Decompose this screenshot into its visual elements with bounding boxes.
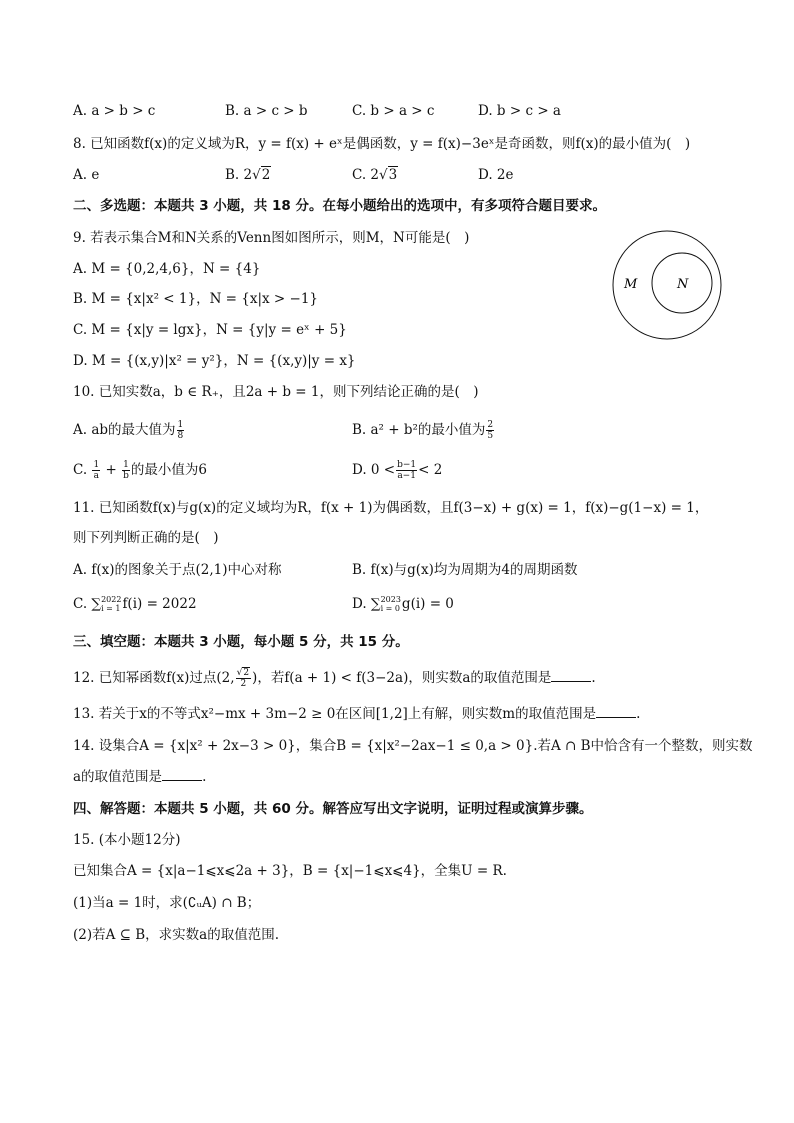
fraction-denominator: 5 [487, 431, 494, 441]
q10-option-c-fraction-2 [122, 460, 130, 481]
fraction-denominator: b [123, 471, 129, 481]
q10-option-a [73, 420, 185, 441]
q12-fraction [236, 668, 251, 689]
section-4-heading: 四、解答题：本题共 5 小题，共 60 分。解答应写出文字说明，证明过程或演算步骤。 [73, 801, 593, 817]
section-2-heading: 二、多选题：本题共 3 小题，共 18 分。在每小题给出的选项中，有多项符合题目要求。 [73, 198, 606, 214]
q8-option-c [352, 165, 398, 185]
fraction-denominator: a−1 [397, 471, 416, 481]
q11-option-c-prefix: C. ∑ [73, 596, 102, 612]
q11-option-d-suffix: g(i) = 0 [401, 596, 454, 612]
q14-line-2 [73, 767, 206, 787]
q8-option-b-radicand: 2 [261, 167, 271, 183]
q8-option-d: D. 2e [478, 167, 514, 183]
q10-option-c-fraction-1 [92, 460, 100, 481]
q10-option-c [73, 460, 207, 481]
answer-blank[interactable] [162, 768, 202, 781]
sum-upper: 2023 [380, 595, 401, 604]
q12-end: . [591, 670, 596, 686]
q15-title: 15. (本小题12分) [73, 832, 181, 848]
q7-option-a: A. a > b > c [73, 103, 156, 119]
q15-part-2: (2)若A ⊆ B，求实数a的取值范围. [73, 927, 280, 943]
q13-end: . [636, 706, 641, 722]
q14-line-1: 14. 设集合A = {x|x² + 2x−3 > 0}，集合B = {x|x²−2ax−1 ≤ 0,a > 0}.若A ∩ B中恰含有一个整数，则实数 [73, 738, 753, 754]
fraction-denominator: 2 [240, 679, 247, 689]
venn-diagram [610, 228, 725, 343]
q14-text: a的取值范围是 [73, 769, 163, 785]
q11-option-d [352, 594, 454, 614]
q8-stem: 8. 已知函数f(x)的定义域为R，y = f(x) + eˣ是偶函数，y = f(x)−3eˣ是奇函数，则f(x)的最小值为( ) [73, 136, 691, 152]
q11-option-c [73, 594, 197, 614]
sum-lower: i = 0 [380, 604, 400, 613]
q9-option-d: D. M = {(x,y)|x² = y²}，N = {(x,y)|y = x} [73, 353, 356, 369]
q15-stem: 已知集合A = {x|a−1⩽x⩽2a + 3}，B = {x|−1⩽x⩽4}，全集U = R. [73, 863, 507, 879]
q12-text-prefix: 12. 已知幂函数f(x)过点(2, [73, 670, 235, 686]
fraction-denominator: a [93, 471, 99, 481]
q11-stem-line-2: 则下列判断正确的是( ) [73, 530, 219, 546]
fraction-numerator: b−1 [397, 460, 417, 470]
answer-blank[interactable] [551, 669, 591, 682]
q10-option-d-prefix: D. 0 < [352, 462, 396, 478]
q10-option-d-fraction [396, 460, 417, 481]
q10-option-a-text: A. ab的最大值为 [73, 422, 176, 438]
q11-option-b: B. f(x)与g(x)均为周期为4的周期函数 [352, 562, 578, 578]
fraction-numerator: 1 [177, 420, 184, 430]
q8-option-b [225, 165, 271, 185]
q8-option-b-prefix: B. 2 [225, 167, 253, 183]
venn-label-m: M [624, 277, 638, 292]
q10-option-d [352, 460, 442, 481]
q10-option-b-text: B. a² + b²的最小值为 [352, 422, 486, 438]
plus-sign: + [101, 462, 122, 478]
fraction-denominator: 8 [177, 431, 184, 441]
fraction-numerator: 1 [93, 460, 100, 470]
q8-option-c-prefix: C. 2 [352, 167, 380, 183]
q7-option-b: B. a > c > b [225, 103, 308, 119]
fraction-numerator: 1 [123, 460, 129, 470]
q13-text: 13. 若关于x的不等式x²−mx + 3m−2 ≥ 0在区间[1,2]上有解，则实数m的取值范围是 [73, 706, 597, 722]
q12-text-suffix: )，若f(a + 1) < f(3−2a)，则实数a的取值范围是 [252, 670, 552, 686]
q9-option-a: A. M = {0,2,4,6}，N = {4} [73, 261, 261, 277]
section-3-heading: 三、填空题：本题共 3 小题，每小题 5 分，共 15 分。 [73, 634, 409, 650]
q10-option-b-fraction [486, 420, 494, 441]
q11-stem-line-1: 11. 已知函数f(x)与g(x)的定义域均为R，f(x + 1)为偶函数，且f(3−x) + g(x) = 1，f(x)−g(1−x) = 1， [73, 500, 709, 516]
q8-option-a: A. e [73, 167, 100, 183]
venn-label-n: N [677, 277, 689, 292]
sum-upper: 2022 [101, 595, 122, 604]
q15-part-1: (1)当a = 1时，求(∁ᵤA) ∩ B； [73, 895, 261, 911]
q13 [73, 704, 640, 724]
fraction-numerator: 2 [487, 420, 494, 430]
q7-option-c: C. b > a > c [352, 103, 435, 119]
q10-option-c-text: 的最小值为6 [130, 462, 207, 478]
sqrt-sign: √ [379, 167, 388, 183]
sum-lower: i = 1 [101, 604, 121, 613]
q9-option-c: C. M = {x|y = lgx}，N = {y|y = eˣ + 5} [73, 322, 347, 338]
fraction-numerator: √2 [236, 668, 250, 678]
q10-option-d-suffix: < 2 [418, 462, 443, 478]
q7-option-d: D. b > c > a [478, 103, 561, 119]
q11-option-d-prefix: D. ∑ [352, 596, 381, 612]
q10-option-c-prefix: C. [73, 462, 92, 478]
q12 [73, 668, 596, 689]
q11-option-c-suffix: f(i) = 2022 [122, 596, 197, 612]
q14-end: . [202, 769, 207, 785]
q8-option-c-radicand: 3 [388, 167, 398, 183]
q9-option-b: B. M = {x|x² < 1}，N = {x|x > −1} [73, 291, 319, 307]
q10-option-b [352, 420, 495, 441]
summation-limits [381, 595, 401, 613]
q10-stem: 10. 已知实数a，b ∈ R₊，且2a + b = 1，则下列结论正确的是( ) [73, 384, 479, 400]
answer-blank[interactable] [596, 705, 636, 718]
summation-limits [101, 595, 121, 613]
q11-option-a: A. f(x)的图象关于点(2,1)中心对称 [73, 562, 282, 578]
q9-stem: 9. 若表示集合M和N关系的Venn图如图所示，则M，N可能是( ) [73, 230, 470, 246]
q12-radicand: 2 [243, 668, 250, 678]
q10-option-a-fraction [177, 420, 185, 441]
sqrt-sign: √ [252, 167, 261, 183]
